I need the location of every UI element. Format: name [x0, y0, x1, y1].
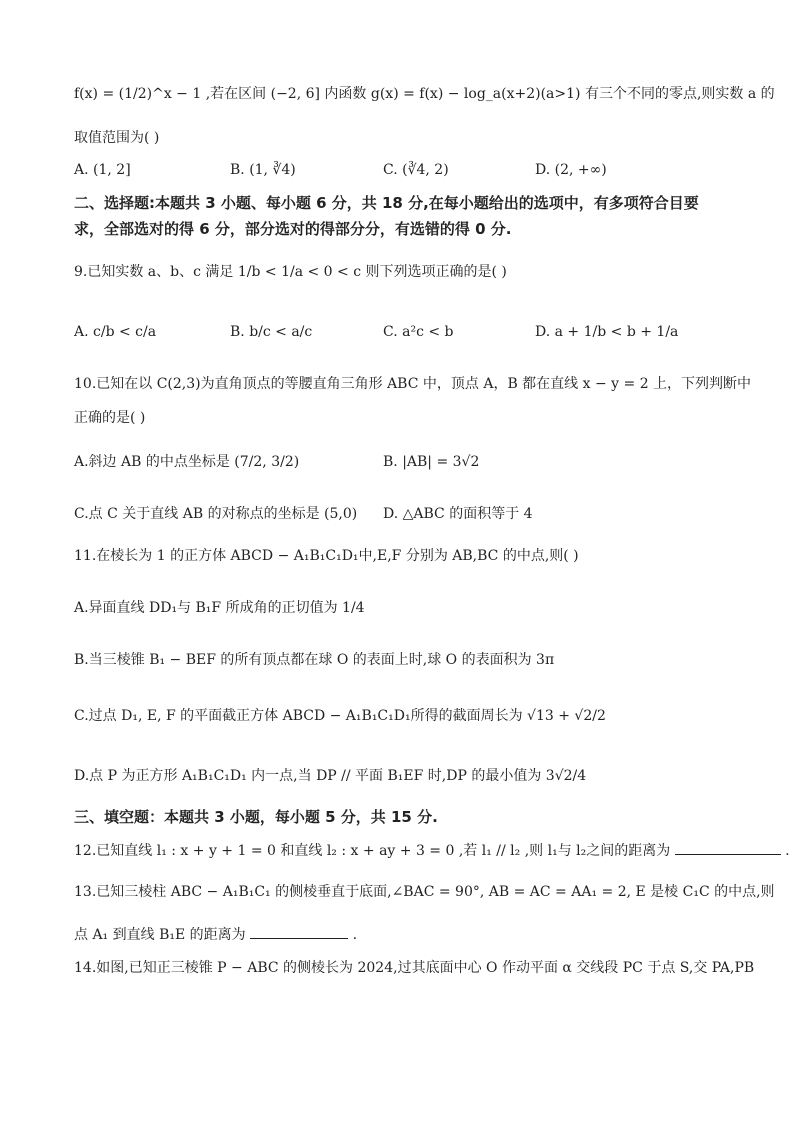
q12-stem: 12.已知直线 l₁ : x + y + 1 = 0 和直线 l₂ : x + ay + 3 = 0 ,若 l₁ // l₂ ,则 l₁与 l₂之间的距离为	[74, 843, 671, 859]
q11-stem: 11.在棱长为 1 的正方体 ABCD − A₁B₁C₁D₁中,E,F 分别为 AB,BC 的中点,则( )	[74, 548, 579, 564]
q8-line2: 取值范围为( )	[74, 130, 160, 146]
q12-line	[74, 840, 790, 861]
q9-stem: 9.已知实数 a、b、c 满足 1/b < 1/a < 0 < c 则下列选项正确的是( )	[74, 264, 507, 280]
q9-option-a: A. c/b < c/a	[74, 324, 157, 340]
q12-answer-blank[interactable]	[675, 840, 781, 855]
q11-option-c: C.过点 D₁, E, F 的平面截正方体 ABCD − A₁B₁C₁D₁所得的截面周长为 √13 + √2/2	[74, 708, 606, 724]
q10-option-b: B. |AB| = 3√2	[383, 454, 480, 470]
q13-line2	[74, 924, 357, 945]
q10-line1: 10.已知在以 C(2,3)为直角顶点的等腰直角三角形 ABC 中，顶点 A，B 都在直线 x − y = 2 上，下列判断中	[74, 376, 752, 392]
section2-heading-line1: 二、选择题:本题共 3 小题、每小题 6 分，共 18 分,在每小题给出的选项中，有多项符合目要	[74, 194, 699, 212]
q11-option-b: B.当三棱锥 B₁ − BEF 的所有顶点都在球 O 的表面上时,球 O 的表面积为 3π	[74, 652, 555, 668]
q13-answer-blank[interactable]	[250, 924, 348, 939]
q9-option-c: C. a²c < b	[383, 324, 454, 340]
q10-line2: 正确的是( )	[74, 410, 146, 426]
q11-option-d: D.点 P 为正方形 A₁B₁C₁D₁ 内一点,当 DP // 平面 B₁EF 时,DP 的最小值为 3√2/4	[74, 768, 587, 784]
q8-option-b: B. (1, ∛4)	[230, 162, 296, 178]
q8-option-c: C. (∛4, 2)	[383, 162, 449, 178]
q12-period: .	[785, 843, 790, 859]
q14-line1: 14.如图,已知正三棱锥 P − ABC 的侧棱长为 2024,过其底面中心 O 作动平面 α 交线段 PC 于点 S,交 PA,PB	[74, 960, 755, 976]
section3-heading: 三、填空题：本题共 3 小题，每小题 5 分，共 15 分.	[74, 808, 438, 826]
q8-option-a: A. (1, 2]	[74, 162, 131, 178]
q13-line1: 13.已知三棱柱 ABC − A₁B₁C₁ 的侧棱垂直于底面,∠BAC = 90°, AB = AC = AA₁ = 2, E 是棱 C₁C 的中点,则	[74, 884, 775, 900]
section2-heading-line2: 求，全部选对的得 6 分，部分选对的得部分分，有选错的得 0 分.	[74, 220, 512, 238]
q13-stem-end: 点 A₁ 到直线 B₁E 的距离为	[74, 927, 246, 943]
q9-option-d: D. a + 1/b < b + 1/a	[535, 324, 679, 340]
q11-option-a: A.异面直线 DD₁与 B₁F 所成角的正切值为 1/4	[74, 600, 365, 616]
q8-line1: f(x) = (1/2)^x − 1 ,若在区间 (−2, 6] 内函数 g(x) = f(x) − log_a(x+2)(a>1) 有三个不同的零点,则实数 a 的	[74, 86, 775, 102]
q13-period: .	[352, 927, 358, 943]
q10-option-d: D. △ABC 的面积等于 4	[383, 506, 533, 522]
q10-option-a: A.斜边 AB 的中点坐标是 (7/2, 3/2)	[74, 454, 300, 470]
q8-option-d: D. (2, +∞)	[535, 162, 607, 178]
q9-option-b: B. b/c < a/c	[230, 324, 313, 340]
q10-option-c: C.点 C 关于直线 AB 的对称点的坐标是 (5,0)	[74, 506, 358, 522]
